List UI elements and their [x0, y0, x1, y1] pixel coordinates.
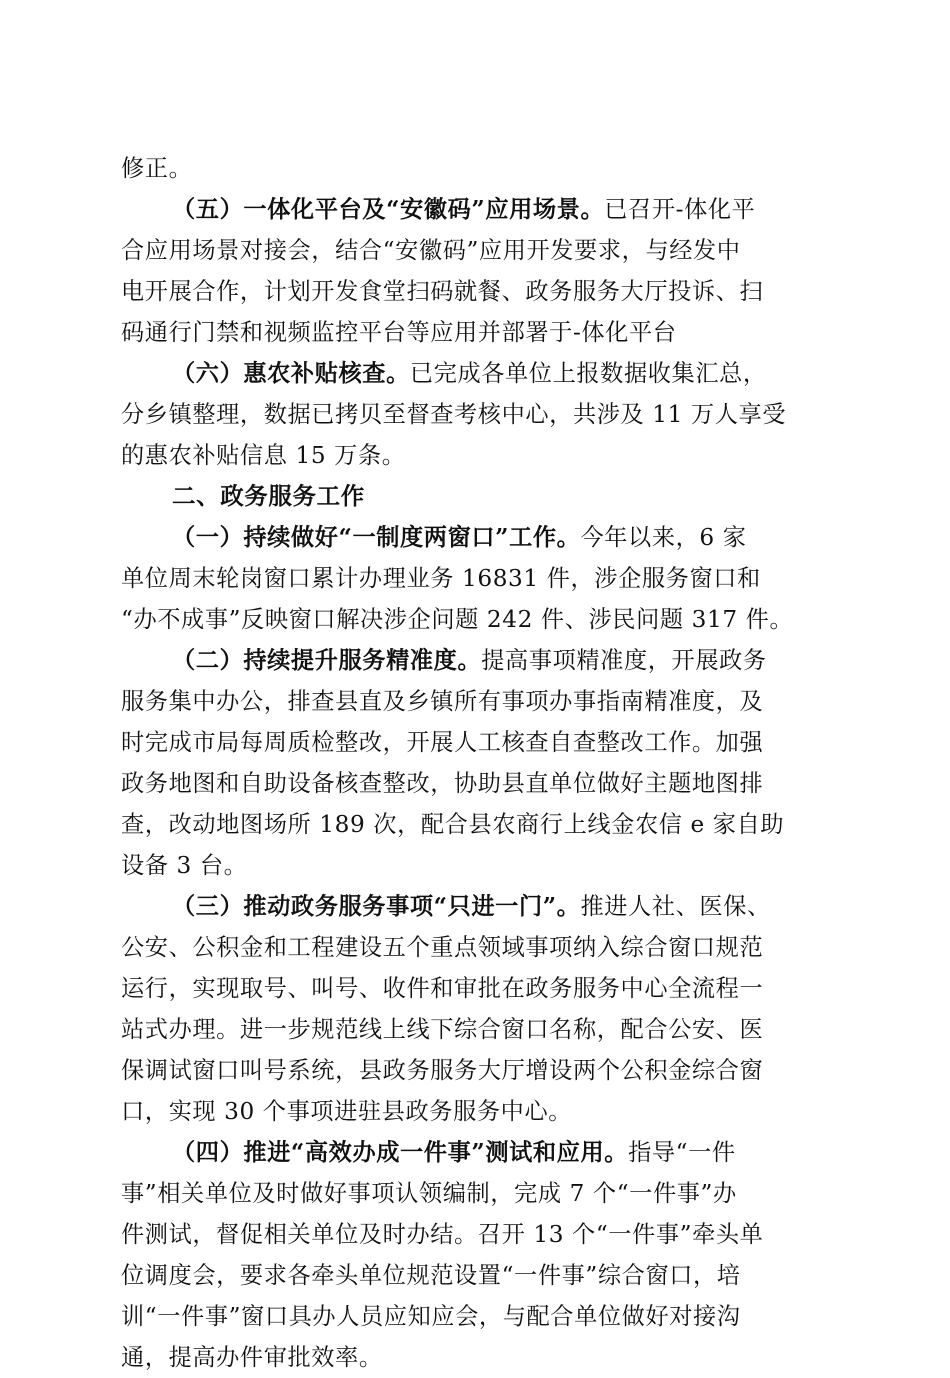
section-six-heading-line: （六）惠农补贴核查。已完成各单位上报数据收集汇总，: [172, 360, 767, 387]
section-five-heading-line: （五）一体化平台及“安徽码”应用场景。已召开-体化平: [172, 196, 756, 223]
text-line: 服务集中办公，排查县直及乡镇所有事项办事指南精准度，及: [121, 688, 764, 715]
text-line: 口，实现 30 个事项进驻县政务服务中心。: [121, 1098, 573, 1125]
text-line: 公安、公积金和工程建设五个重点领域事项纳入综合窗口规范: [121, 934, 764, 961]
item-four-title: （四）推进“高效办成一件事”测试和应用。: [172, 1139, 629, 1166]
text-line: 修正。: [121, 155, 193, 182]
text-line: 运行，实现取号、叫号、收件和审批在政务服务中心全流程一: [121, 975, 764, 1002]
text-line: 站式办理。进一步规范线上线下综合窗口名称，配合公安、医: [121, 1016, 764, 1043]
text-line: 通，提高办件审批效率。: [121, 1344, 383, 1371]
text-line: “办不成事”反映窗口解决涉企问题 242 件、涉民问题 317 件。: [121, 606, 794, 633]
text-line: 码通行门禁和视频监控平台等应用并部署于-体化平台: [121, 319, 677, 346]
text-line: 位调度会，要求各牵头单位规范设置“一件事”综合窗口，培: [121, 1262, 741, 1289]
item-one-heading-line: （一）持续做好“一制度两窗口”工作。今年以来，6 家: [172, 524, 747, 551]
text-line: 的惠农补贴信息 15 万条。: [121, 442, 406, 469]
item-one-title: （一）持续做好“一制度两窗口”工作。: [172, 524, 581, 551]
document-body: [121, 148, 827, 1378]
text-line: 时完成市局每周质检整改，开展人工核查自查整改工作。加强: [121, 729, 764, 756]
text-line: 保调试窗口叫号系统，县政务服务大厅增设两个公积金综合窗: [121, 1057, 764, 1084]
item-two-title: （二）持续提升服务精准度。: [172, 647, 482, 674]
section-five-title: （五）一体化平台及“安徽码”应用场景。: [172, 196, 605, 223]
item-three-title: （三）推动政务服务事项“只进一门”。: [172, 893, 581, 920]
text-line: 设备 3 台。: [121, 852, 248, 879]
text-line: 训“一件事”窗口具办人员应知应会，与配合单位做好对接沟: [121, 1303, 741, 1330]
item-two-heading-line: （二）持续提升服务精准度。提高事项精准度，开展政务: [172, 647, 767, 674]
text-line: 事”相关单位及时做好事项认领编制，完成 7 个“一件事”办: [121, 1180, 737, 1207]
section-six-title: （六）惠农补贴核查。: [172, 360, 410, 387]
text-line: 单位周末轮岗窗口累计办理业务 16831 件，涉企服务窗口和: [121, 565, 761, 592]
text-line: 电开展合作，计划开发食堂扫码就餐、政务服务大厅投诉、扫: [121, 278, 764, 305]
chapter-two-heading: 二、政务服务工作: [172, 482, 365, 510]
text-line: 查，改动地图场所 189 次，配合县农商行上线金农信 e 家自助: [121, 811, 785, 838]
item-three-heading-line: （三）推动政务服务事项“只进一门”。推进人社、医保、: [172, 893, 771, 920]
text-line: 政务地图和自助设备核查整改，协助县直单位做好主题地图排: [121, 770, 764, 797]
text-line: 件测试，督促相关单位及时办结。召开 13 个“一件事”牵头单: [121, 1221, 764, 1248]
text-line: 分乡镇整理，数据已拷贝至督查考核中心，共涉及 11 万人享受: [121, 401, 787, 428]
text-line: 合应用场景对接会，结合“安徽码”应用开发要求，与经发中: [121, 237, 741, 264]
item-four-heading-line: （四）推进“高效办成一件事”测试和应用。指导“一件: [172, 1139, 736, 1166]
